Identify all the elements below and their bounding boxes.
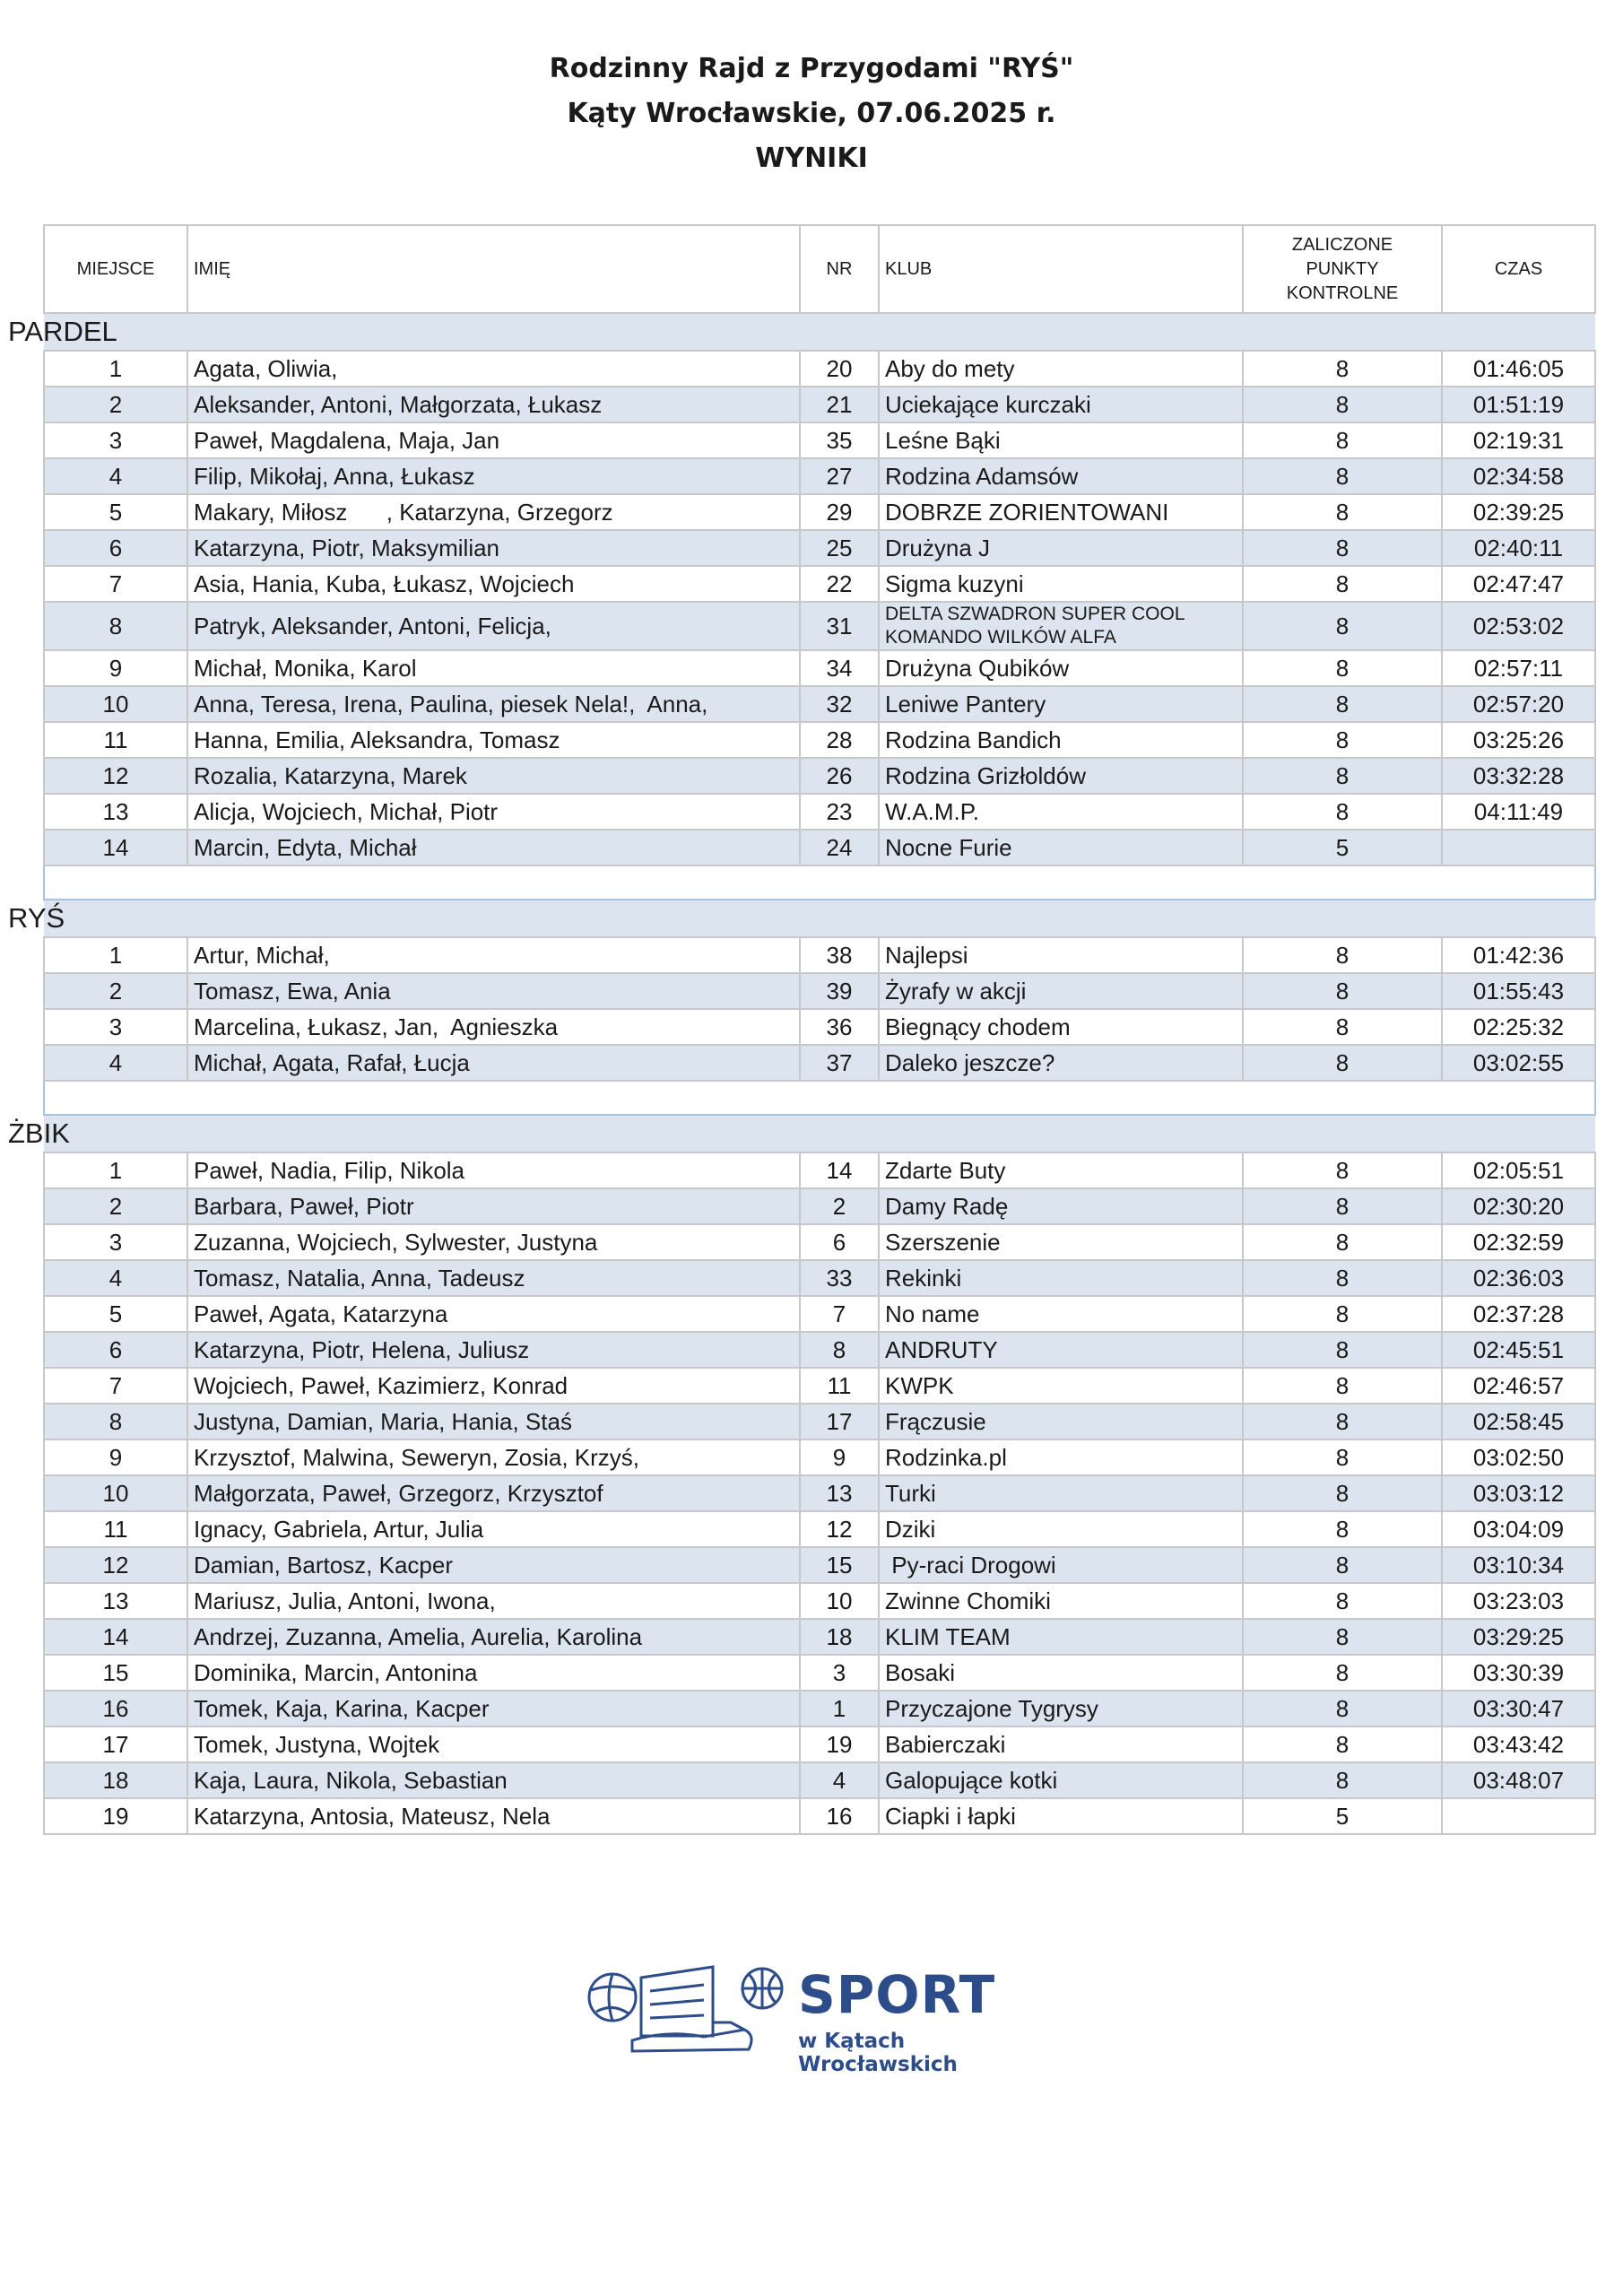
- nr-cell: 8: [800, 1332, 879, 1368]
- place-cell: 7: [44, 1368, 187, 1404]
- time-cell: 03:29:25: [1442, 1619, 1595, 1655]
- table-row: [44, 351, 1595, 387]
- table-row: [44, 1368, 1595, 1404]
- points-cell: 8: [1243, 1439, 1442, 1475]
- club-cell: Rodzina Grizłoldów: [879, 758, 1243, 794]
- time-cell: 02:58:45: [1442, 1404, 1595, 1439]
- table-row: [44, 1726, 1595, 1762]
- table-row: [44, 422, 1595, 458]
- table-row: [44, 1152, 1595, 1188]
- nr-cell: 29: [800, 494, 879, 530]
- club-cell: Rodzinka.pl: [879, 1439, 1243, 1475]
- place-cell: 8: [44, 1404, 187, 1439]
- table-row: [44, 1045, 1595, 1081]
- club-cell: Ciapki i łapki: [879, 1798, 1243, 1834]
- time-cell: 04:11:49: [1442, 794, 1595, 830]
- col-header-time: CZAS: [1442, 225, 1595, 313]
- time-cell: [1442, 1798, 1595, 1834]
- time-cell: 01:46:05: [1442, 351, 1595, 387]
- nr-cell: 20: [800, 351, 879, 387]
- table-row: [44, 1583, 1595, 1619]
- place-cell: 5: [44, 1296, 187, 1332]
- place-cell: 11: [44, 1511, 187, 1547]
- names-cell: Agata, Oliwia,: [187, 351, 800, 387]
- club-cell: Turki: [879, 1475, 1243, 1511]
- points-cell: 5: [1243, 1798, 1442, 1834]
- table-header-row: [44, 225, 1595, 313]
- time-cell: 03:02:50: [1442, 1439, 1595, 1475]
- col-header-club: KLUB: [879, 225, 1243, 313]
- place-cell: 9: [44, 650, 187, 686]
- points-cell: 8: [1243, 494, 1442, 530]
- table-row: [44, 1260, 1595, 1296]
- points-cell: 8: [1243, 1009, 1442, 1045]
- place-cell: 13: [44, 1583, 187, 1619]
- time-cell: 01:51:19: [1442, 387, 1595, 422]
- club-cell: Rodzina Adamsów: [879, 458, 1243, 494]
- nr-cell: 11: [800, 1368, 879, 1404]
- nr-cell: 6: [800, 1224, 879, 1260]
- names-cell: Anna, Teresa, Irena, Paulina, piesek Nela!, Anna,: [187, 686, 800, 722]
- nr-cell: 17: [800, 1404, 879, 1439]
- place-cell: 16: [44, 1691, 187, 1726]
- table-row: [44, 1224, 1595, 1260]
- points-cell: 8: [1243, 650, 1442, 686]
- names-cell: Rozalia, Katarzyna, Marek: [187, 758, 800, 794]
- time-cell: 02:36:03: [1442, 1260, 1595, 1296]
- names-cell: Paweł, Agata, Katarzyna: [187, 1296, 800, 1332]
- club-cell: Galopujące kotki: [879, 1762, 1243, 1798]
- nr-cell: 9: [800, 1439, 879, 1475]
- section-header-row: [44, 313, 1595, 351]
- points-cell: 8: [1243, 1404, 1442, 1439]
- col-header-points: ZALICZONE PUNKTY KONTROLNE: [1243, 225, 1442, 313]
- logo-subtitle: w Kątach Wrocławskich: [798, 2030, 958, 2076]
- time-cell: 02:19:31: [1442, 422, 1595, 458]
- table-row: [44, 1798, 1595, 1834]
- results-heading: WYNIKI: [755, 143, 868, 174]
- names-cell: Katarzyna, Antosia, Mateusz, Nela: [187, 1798, 800, 1834]
- club-cell: Leśne Bąki: [879, 422, 1243, 458]
- place-cell: 2: [44, 387, 187, 422]
- time-cell: 02:37:28: [1442, 1296, 1595, 1332]
- place-cell: 17: [44, 1726, 187, 1762]
- nr-cell: 21: [800, 387, 879, 422]
- nr-cell: 1: [800, 1691, 879, 1726]
- club-cell: Przyczajone Tygrysy: [879, 1691, 1243, 1726]
- points-cell: 8: [1243, 458, 1442, 494]
- nr-cell: 13: [800, 1475, 879, 1511]
- place-cell: 4: [44, 458, 187, 494]
- place-cell: 3: [44, 1009, 187, 1045]
- table-row: [44, 1547, 1595, 1583]
- nr-cell: 38: [800, 937, 879, 973]
- club-cell: Sigma kuzyni: [879, 566, 1243, 602]
- table-row: [44, 530, 1595, 566]
- club-cell: ANDRUTY: [879, 1332, 1243, 1368]
- club-cell: Zdarte Buty: [879, 1152, 1243, 1188]
- points-cell: 8: [1243, 1296, 1442, 1332]
- time-cell: 02:32:59: [1442, 1224, 1595, 1260]
- table-row: [44, 1009, 1595, 1045]
- club-cell: Żyrafy w akcji: [879, 973, 1243, 1009]
- table-row: [44, 1475, 1595, 1511]
- time-cell: 02:45:51: [1442, 1332, 1595, 1368]
- table-row: [44, 494, 1595, 530]
- points-cell: 8: [1243, 602, 1442, 650]
- place-cell: 14: [44, 830, 187, 865]
- nr-cell: 15: [800, 1547, 879, 1583]
- place-cell: 13: [44, 794, 187, 830]
- place-cell: 9: [44, 1439, 187, 1475]
- sport-logo: [578, 1951, 1045, 2076]
- names-cell: Artur, Michał,: [187, 937, 800, 973]
- names-cell: Michał, Agata, Rafał, Łucja: [187, 1045, 800, 1081]
- points-cell: 8: [1243, 794, 1442, 830]
- club-cell: Szerszenie: [879, 1224, 1243, 1260]
- table-row: [44, 566, 1595, 602]
- time-cell: 02:57:20: [1442, 686, 1595, 722]
- nr-cell: 19: [800, 1726, 879, 1762]
- table-row: [44, 937, 1595, 973]
- nr-cell: 35: [800, 422, 879, 458]
- names-cell: Asia, Hania, Kuba, Łukasz, Wojciech: [187, 566, 800, 602]
- place-cell: 2: [44, 973, 187, 1009]
- place-cell: 8: [44, 602, 187, 650]
- names-cell: Tomasz, Natalia, Anna, Tadeusz: [187, 1260, 800, 1296]
- points-cell: 8: [1243, 1655, 1442, 1691]
- club-cell: Babierczaki: [879, 1726, 1243, 1762]
- names-cell: Michał, Monika, Karol: [187, 650, 800, 686]
- club-cell: Biegnący chodem: [879, 1009, 1243, 1045]
- table-row: [44, 1188, 1595, 1224]
- club-cell: Aby do mety: [879, 351, 1243, 387]
- points-cell: 8: [1243, 1152, 1442, 1188]
- place-cell: 15: [44, 1655, 187, 1691]
- points-cell: 8: [1243, 1726, 1442, 1762]
- results-sheet: [8, 224, 1594, 1835]
- time-cell: 03:30:47: [1442, 1691, 1595, 1726]
- col-header-place: MIEJSCE: [44, 225, 187, 313]
- nr-cell: 26: [800, 758, 879, 794]
- nr-cell: 10: [800, 1583, 879, 1619]
- nr-cell: 2: [800, 1188, 879, 1224]
- spacer-cell: [44, 1081, 1595, 1115]
- time-cell: 03:30:39: [1442, 1655, 1595, 1691]
- names-cell: Tomasz, Ewa, Ania: [187, 973, 800, 1009]
- table-row: [44, 722, 1595, 758]
- names-cell: Alicja, Wojciech, Michał, Piotr: [187, 794, 800, 830]
- names-cell: Wojciech, Paweł, Kazimierz, Konrad: [187, 1368, 800, 1404]
- names-cell: Marcelina, Łukasz, Jan, Agnieszka: [187, 1009, 800, 1045]
- col-header-name: IMIĘ: [187, 225, 800, 313]
- names-cell: Mariusz, Julia, Antoni, Iwona,: [187, 1583, 800, 1619]
- nr-cell: 14: [800, 1152, 879, 1188]
- place-cell: 5: [44, 494, 187, 530]
- time-cell: 03:43:42: [1442, 1726, 1595, 1762]
- club-cell: Zwinne Chomiki: [879, 1583, 1243, 1619]
- section-header-cell: [8, 900, 1595, 937]
- table-row: [44, 602, 1595, 650]
- points-cell: 8: [1243, 566, 1442, 602]
- club-cell: Rodzina Bandich: [879, 722, 1243, 758]
- names-cell: Marcin, Edyta, Michał: [187, 830, 800, 865]
- event-place-date: Kąty Wrocławskie, 07.06.2025 r.: [567, 98, 1056, 129]
- place-cell: 6: [44, 530, 187, 566]
- place-cell: 3: [44, 422, 187, 458]
- section-header-row: [44, 1115, 1595, 1152]
- col-header-nr: NR: [800, 225, 879, 313]
- time-cell: 03:32:28: [1442, 758, 1595, 794]
- place-cell: 11: [44, 722, 187, 758]
- club-cell: Nocne Furie: [879, 830, 1243, 865]
- table-row: [44, 1762, 1595, 1798]
- nr-cell: 39: [800, 973, 879, 1009]
- points-cell: 8: [1243, 722, 1442, 758]
- place-cell: 3: [44, 1224, 187, 1260]
- names-cell: Paweł, Nadia, Filip, Nikola: [187, 1152, 800, 1188]
- time-cell: 02:53:02: [1442, 602, 1595, 650]
- time-cell: 03:03:12: [1442, 1475, 1595, 1511]
- event-title: Rodzinny Rajd z Przygodami "RYŚ": [549, 53, 1074, 84]
- points-cell: 8: [1243, 973, 1442, 1009]
- club-cell: KLIM TEAM: [879, 1619, 1243, 1655]
- names-cell: Andrzej, Zuzanna, Amelia, Aurelia, Karolina: [187, 1619, 800, 1655]
- time-cell: 03:23:03: [1442, 1583, 1595, 1619]
- names-cell: Paweł, Magdalena, Maja, Jan: [187, 422, 800, 458]
- section-spacer-row: [44, 865, 1595, 900]
- table-row: [44, 794, 1595, 830]
- points-cell: 8: [1243, 1260, 1442, 1296]
- points-cell: 8: [1243, 530, 1442, 566]
- names-cell: Makary, Miłosz , Katarzyna, Grzegorz: [187, 494, 800, 530]
- club-cell: Frączusie: [879, 1404, 1243, 1439]
- names-cell: Hanna, Emilia, Aleksandra, Tomasz: [187, 722, 800, 758]
- table-row: [44, 1655, 1595, 1691]
- names-cell: Justyna, Damian, Maria, Hania, Staś: [187, 1404, 800, 1439]
- names-cell: Damian, Bartosz, Kacper: [187, 1547, 800, 1583]
- place-cell: 2: [44, 1188, 187, 1224]
- time-cell: 01:42:36: [1442, 937, 1595, 973]
- table-row: [44, 1691, 1595, 1726]
- section-header-cell: [8, 1115, 1595, 1152]
- points-cell: 8: [1243, 351, 1442, 387]
- time-cell: 01:55:43: [1442, 973, 1595, 1009]
- points-cell: 8: [1243, 1583, 1442, 1619]
- names-cell: Krzysztof, Malwina, Seweryn, Zosia, Krzyś,: [187, 1439, 800, 1475]
- place-cell: 10: [44, 686, 187, 722]
- place-cell: 10: [44, 1475, 187, 1511]
- place-cell: 1: [44, 351, 187, 387]
- table-row: [44, 1296, 1595, 1332]
- names-cell: Zuzanna, Wojciech, Sylwester, Justyna: [187, 1224, 800, 1260]
- place-cell: 18: [44, 1762, 187, 1798]
- points-cell: 8: [1243, 1762, 1442, 1798]
- section-spacer-row: [44, 1081, 1595, 1115]
- time-cell: 02:30:20: [1442, 1188, 1595, 1224]
- club-cell: Leniwe Pantery: [879, 686, 1243, 722]
- points-cell: 8: [1243, 422, 1442, 458]
- points-cell: 8: [1243, 1332, 1442, 1368]
- club-cell: Py-raci Drogowi: [879, 1547, 1243, 1583]
- points-cell: 8: [1243, 686, 1442, 722]
- names-cell: Patryk, Aleksander, Antoni, Felicja,: [187, 602, 800, 650]
- table-row: [44, 830, 1595, 865]
- time-cell: 02:05:51: [1442, 1152, 1595, 1188]
- results-table: [8, 224, 1596, 1835]
- section-header-row: [44, 900, 1595, 937]
- nr-cell: 32: [800, 686, 879, 722]
- nr-cell: 22: [800, 566, 879, 602]
- names-cell: Dominika, Marcin, Antonina: [187, 1655, 800, 1691]
- time-cell: 03:48:07: [1442, 1762, 1595, 1798]
- nr-cell: 7: [800, 1296, 879, 1332]
- points-cell: 8: [1243, 1188, 1442, 1224]
- club-cell: W.A.M.P.: [879, 794, 1243, 830]
- table-row: [44, 1439, 1595, 1475]
- table-row: [44, 387, 1595, 422]
- points-cell: 8: [1243, 1547, 1442, 1583]
- nr-cell: 28: [800, 722, 879, 758]
- time-cell: 02:39:25: [1442, 494, 1595, 530]
- nr-cell: 24: [800, 830, 879, 865]
- nr-cell: 36: [800, 1009, 879, 1045]
- nr-cell: 3: [800, 1655, 879, 1691]
- time-cell: 02:57:11: [1442, 650, 1595, 686]
- nr-cell: 33: [800, 1260, 879, 1296]
- nr-cell: 23: [800, 794, 879, 830]
- place-cell: 1: [44, 937, 187, 973]
- table-row: [44, 758, 1595, 794]
- time-cell: 02:40:11: [1442, 530, 1595, 566]
- names-cell: Kaja, Laura, Nikola, Sebastian: [187, 1762, 800, 1798]
- club-cell: Daleko jeszcze?: [879, 1045, 1243, 1081]
- points-cell: 8: [1243, 1475, 1442, 1511]
- time-cell: 02:46:57: [1442, 1368, 1595, 1404]
- names-cell: Tomek, Justyna, Wojtek: [187, 1726, 800, 1762]
- names-cell: Katarzyna, Piotr, Helena, Juliusz: [187, 1332, 800, 1368]
- table-row: [44, 1404, 1595, 1439]
- table-row: [44, 686, 1595, 722]
- place-cell: 12: [44, 758, 187, 794]
- time-cell: 03:04:09: [1442, 1511, 1595, 1547]
- club-cell: Damy Radę: [879, 1188, 1243, 1224]
- nr-cell: 34: [800, 650, 879, 686]
- points-cell: 8: [1243, 1045, 1442, 1081]
- names-cell: Małgorzata, Paweł, Grzegorz, Krzysztof: [187, 1475, 800, 1511]
- table-row: [44, 1332, 1595, 1368]
- nr-cell: 31: [800, 602, 879, 650]
- points-cell: 8: [1243, 937, 1442, 973]
- nr-cell: 27: [800, 458, 879, 494]
- document-header: [0, 47, 1623, 181]
- names-cell: Ignacy, Gabriela, Artur, Julia: [187, 1511, 800, 1547]
- nr-cell: 37: [800, 1045, 879, 1081]
- time-cell: 02:47:47: [1442, 566, 1595, 602]
- table-row: [44, 458, 1595, 494]
- nr-cell: 12: [800, 1511, 879, 1547]
- nr-cell: 4: [800, 1762, 879, 1798]
- points-cell: 8: [1243, 1691, 1442, 1726]
- points-cell: 8: [1243, 1368, 1442, 1404]
- results-body: [8, 313, 1595, 1834]
- names-cell: Katarzyna, Piotr, Maksymilian: [187, 530, 800, 566]
- place-cell: 6: [44, 1332, 187, 1368]
- time-cell: 03:02:55: [1442, 1045, 1595, 1081]
- table-row: [44, 1511, 1595, 1547]
- nr-cell: 16: [800, 1798, 879, 1834]
- place-cell: 7: [44, 566, 187, 602]
- club-cell: KWPK: [879, 1368, 1243, 1404]
- points-cell: 8: [1243, 1224, 1442, 1260]
- club-cell: Rekinki: [879, 1260, 1243, 1296]
- club-cell: DOBRZE ZORIENTOWANI: [879, 494, 1243, 530]
- time-cell: 03:10:34: [1442, 1547, 1595, 1583]
- place-cell: 4: [44, 1260, 187, 1296]
- points-cell: 5: [1243, 830, 1442, 865]
- club-cell: Uciekające kurczaki: [879, 387, 1243, 422]
- time-cell: [1442, 830, 1595, 865]
- place-cell: 1: [44, 1152, 187, 1188]
- club-cell: No name: [879, 1296, 1243, 1332]
- names-cell: Filip, Mikołaj, Anna, Łukasz: [187, 458, 800, 494]
- time-cell: 02:34:58: [1442, 458, 1595, 494]
- place-cell: 19: [44, 1798, 187, 1834]
- points-cell: 8: [1243, 1511, 1442, 1547]
- points-cell: 8: [1243, 1619, 1442, 1655]
- stadium-shoe-ball-icon: [578, 1951, 794, 2067]
- names-cell: Tomek, Kaja, Karina, Kacper: [187, 1691, 800, 1726]
- logo-wordmark: SPORT: [798, 1964, 996, 2025]
- club-cell: Najlepsi: [879, 937, 1243, 973]
- section-title: RYŚ: [8, 902, 65, 934]
- names-cell: Barbara, Paweł, Piotr: [187, 1188, 800, 1224]
- points-cell: 8: [1243, 758, 1442, 794]
- spacer-cell: [44, 865, 1595, 900]
- club-cell: Dziki: [879, 1511, 1243, 1547]
- names-cell: Aleksander, Antoni, Małgorzata, Łukasz: [187, 387, 800, 422]
- club-cell: Bosaki: [879, 1655, 1243, 1691]
- place-cell: 4: [44, 1045, 187, 1081]
- section-title: PARDEL: [8, 316, 117, 347]
- club-cell: Drużyna J: [879, 530, 1243, 566]
- nr-cell: 25: [800, 530, 879, 566]
- table-row: [44, 1619, 1595, 1655]
- section-title: ŻBIK: [8, 1118, 70, 1149]
- club-cell: Drużyna Qubików: [879, 650, 1243, 686]
- points-cell: 8: [1243, 387, 1442, 422]
- club-line-2: KOMANDO WILKÓW ALFA: [885, 627, 1116, 648]
- place-cell: 12: [44, 1547, 187, 1583]
- table-row: [44, 973, 1595, 1009]
- place-cell: 14: [44, 1619, 187, 1655]
- club-cell: [879, 602, 1243, 650]
- club-line-1: DELTA SZWADRON SUPER COOL: [885, 604, 1185, 624]
- table-row: [44, 650, 1595, 686]
- time-cell: 03:25:26: [1442, 722, 1595, 758]
- time-cell: 02:25:32: [1442, 1009, 1595, 1045]
- nr-cell: 18: [800, 1619, 879, 1655]
- section-header-cell: [8, 313, 1595, 351]
